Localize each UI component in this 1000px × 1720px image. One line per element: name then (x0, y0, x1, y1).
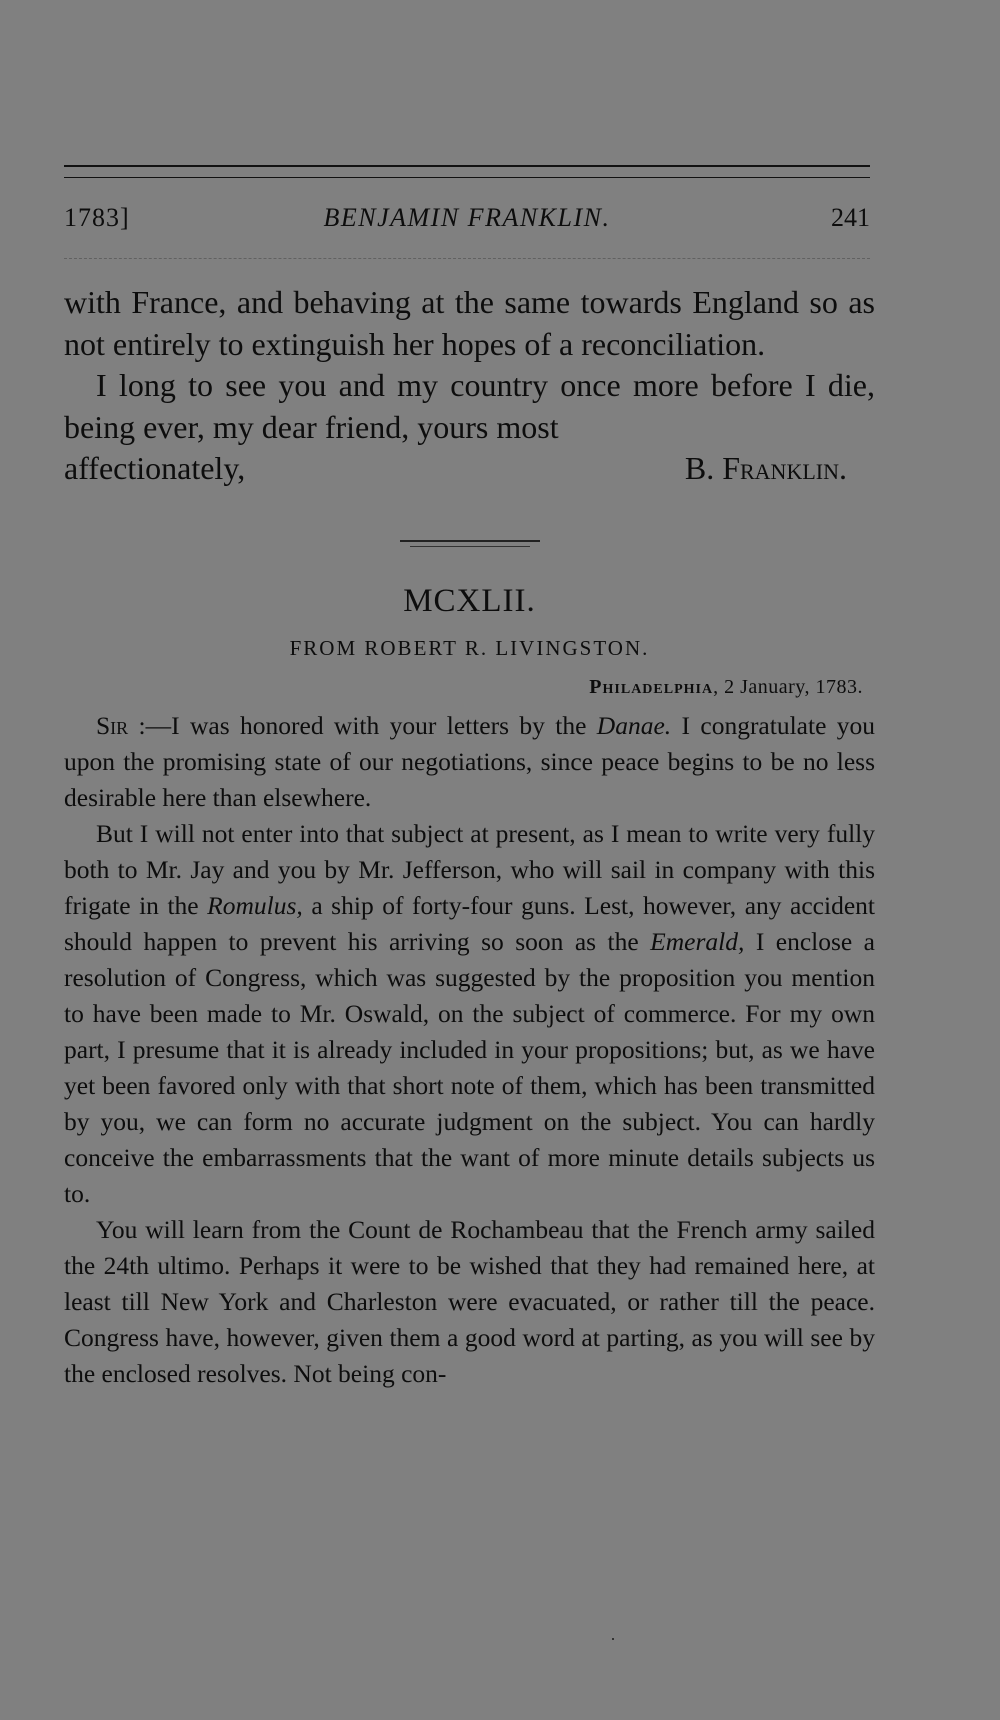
previous-letter-paragraph: I long to see you and my country once more before I die, being ever, my dear friend, yours most (64, 367, 875, 445)
dateline (589, 676, 863, 699)
letter-from: FROM ROBERT R. LIVINGSTON. (289, 636, 650, 660)
running-head-year: 1783] (64, 203, 130, 232)
book-page (64, 0, 875, 1720)
section-divider (400, 540, 540, 548)
ship-name: Danae. (596, 711, 672, 740)
header-rule-thin (64, 177, 870, 178)
header-rule (64, 165, 870, 167)
letter-body (64, 708, 875, 1392)
letter-number: MCXLII. (403, 583, 536, 619)
print-speck (612, 1638, 614, 1640)
dateline-date: , 2 January, 1783. (713, 676, 863, 698)
page-number: 241 (831, 203, 870, 232)
running-head (64, 203, 870, 237)
letter-paragraph: But I will not enter into that subject at present, as I mean to write very fully both to Mr. Jay and you by Mr. Jefferson, who will sail in company with this frigate in the Romulus, a ship of forty-four guns. Lest, however, any accident should happen to prevent his arriving so soon as the Emerald, I enclose a resolution of Congress, which was suggested by the proposition you mention to have been made to Mr. Oswald, on the subject of commerce. For my own part, I presume that it is already included in your propositions; but, as we have yet been favored only with that short note of them, which has been transmitted by you, we can form no accurate judgment on the subject. You can hardly conceive the embarrassments that the want of more minute details subjects us to. (64, 819, 875, 1208)
ship-name: Romulus, (207, 891, 303, 920)
ship-name: Emerald, (650, 927, 745, 956)
salutation: Sir (96, 711, 129, 740)
closing-word: affectionately, (64, 450, 246, 486)
closing-line (64, 448, 875, 490)
letter-paragraph: You will learn from the Count de Rochambeau that the French army sailed the 24th ultimo. Perhaps it were to be wished that they had remained here, at least till New York and Charleston were evacuated, or rather till the peace. Congress have, however, given them a good word at parting, as you will see by the enclosed resolves. Not being con- (64, 1215, 875, 1388)
letter-paragraph: Sir :—I was honored with your letters by the Danae. I congratulate you upon the promising state of our negotiations, since peace begins to be no less desirable here than elsewhere. (64, 711, 876, 812)
signature: B. Franklin. (684, 450, 847, 486)
running-head-title: BENJAMIN FRANKLIN. (323, 203, 611, 232)
previous-letter-paragraph: with France, and behaving at the same towards England so as not entirely to extinguish her hopes of a reconciliation. (64, 284, 875, 362)
header-underline (64, 258, 870, 259)
previous-letter-ending (64, 282, 875, 490)
dateline-place: Philadelphia (589, 676, 714, 698)
